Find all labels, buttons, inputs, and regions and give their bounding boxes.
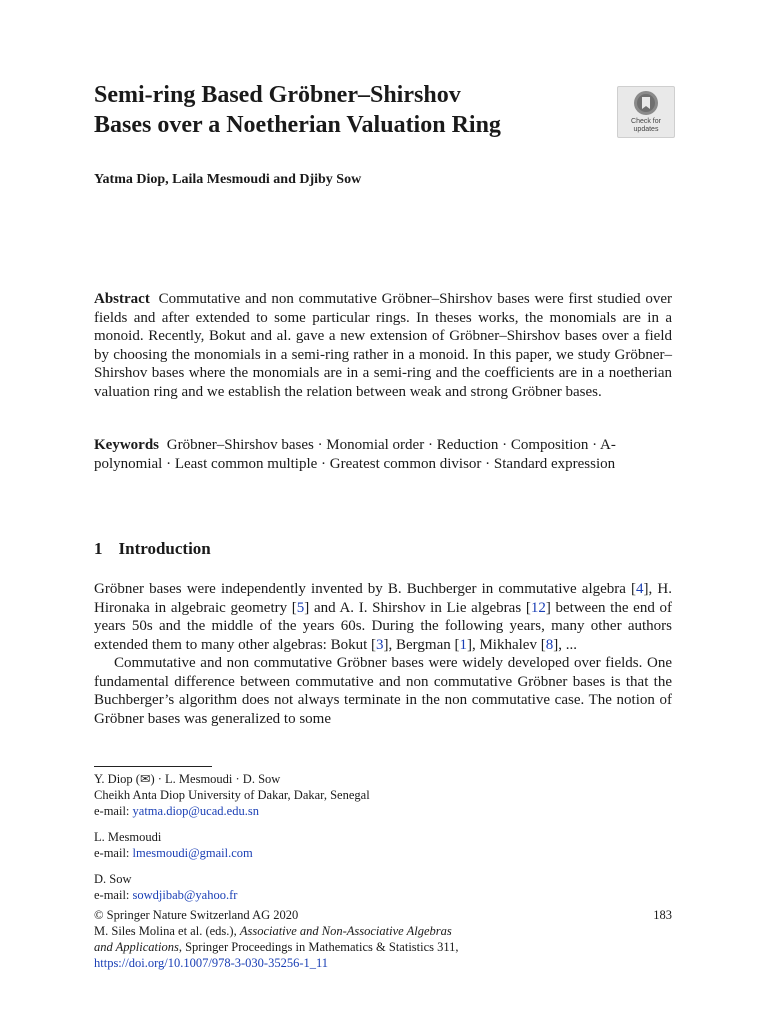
page-number: 183 [653, 908, 672, 922]
intro-text: ], Bergman [ [383, 636, 460, 653]
affiliation: Cheikh Anta Diop University of Dakar, Dakar, Senegal [94, 788, 370, 802]
bookmark-icon [633, 90, 659, 118]
check-for-updates-badge[interactable] [617, 86, 675, 138]
intro-text: ] and A. I. Shirshov in Lie algebras [ [304, 599, 531, 616]
intro-text: Gröbner bases were independently invented by B. Buchberger in commutative algebra [ [94, 581, 637, 597]
section-heading [94, 539, 211, 559]
email-label: e-mail: [94, 846, 133, 860]
intro-paragraph-2: Commutative and non commutative Gröbner bases were widely developed over fields. One fundamental difference between commutative and non commutative Gröbner bases is that the Buchberger’s algorithm does not always terminate in the non commutative case. The notion of Gröbner bases was generalized to some [94, 655, 672, 727]
doi-link[interactable]: https://doi.org/10.1007/978-3-030-35256-1_11 [94, 956, 329, 970]
footnote-author: D. Sow [94, 872, 132, 886]
book-title: Associative and Non-Associative Algebras [239, 924, 452, 938]
footnote-block-1 [94, 771, 672, 819]
email-label: e-mail: [94, 888, 133, 902]
citation-link[interactable]: 8 [545, 636, 554, 653]
citation-link[interactable]: 12 [530, 599, 546, 616]
copyright: © Springer Nature Switzerland AG 2020 [94, 908, 299, 922]
section-title: Introduction [118, 539, 211, 558]
intro-text: ], ... [553, 636, 577, 653]
footnote-divider [94, 766, 212, 767]
citation-link[interactable]: 3 [376, 636, 384, 653]
citation-link[interactable]: 1 [459, 636, 467, 653]
abstract-label: Abstract [94, 291, 150, 307]
keywords [94, 436, 624, 473]
section-number: 1 [94, 539, 103, 558]
badge-line-2: updates [633, 126, 659, 133]
badge-line-1: Check for [631, 118, 661, 125]
abstract-text: Commutative and non commutative Gröbner–Shirshov bases were first studied over fields and after extended to some particular rings. In theses works, the monomials are in a monoid. Recently, Bokut and al. gave a new extension of Gröbner–Shirshov bases over a field by choosing the monomials in a semi-ring rather in a monoid. In this paper, we study Gröbner–Shirshov bases where the monomials are in a semi-ring and the coefficients are in a noetherian valuation ring and we establish the relation between weak and strong Gröbner bases. [94, 291, 672, 400]
paper-title [94, 80, 594, 140]
author-list: Yatma Diop, Laila Mesmoudi and Djiby Sow [94, 172, 362, 187]
title-line-2: Bases over a Noetherian Valuation Ring [94, 112, 501, 138]
footnote-names: Y. Diop ( [94, 772, 140, 786]
citation-link[interactable]: 5 [296, 599, 305, 616]
keywords-label: Keywords [94, 437, 159, 453]
introduction-body [94, 580, 672, 728]
email-link[interactable]: yatma.diop@ucad.edu.sn [132, 804, 259, 818]
intro-text: ], H. Hironaka in algebraic geometry [ [94, 581, 672, 616]
footnote-names: ) · L. Mesmoudi · D. Sow [150, 772, 281, 786]
envelope-icon: ✉ [139, 772, 151, 786]
footnote-block-2 [94, 829, 672, 861]
book-title-cont: and Applications [94, 940, 179, 954]
citation-link[interactable]: 4 [636, 581, 644, 597]
intro-text: ] between the end of years 50s and the middle of the years 60s. During the following years, many other authors extended them to many other algebras: Bokut [ [94, 599, 672, 653]
footnote-author: L. Mesmoudi [94, 830, 162, 844]
author-footnotes [94, 771, 672, 913]
series: , Springer Proceedings in Mathematics & Statistics 311, [178, 940, 459, 954]
email-link[interactable]: sowdjibab@yahoo.fr [132, 888, 238, 902]
intro-text: ], Mikhalev [ [466, 636, 546, 653]
publication-info [94, 907, 672, 971]
email-link[interactable]: lmesmoudi@gmail.com [132, 846, 253, 860]
footnote-block-3 [94, 871, 672, 903]
email-label: e-mail: [94, 804, 133, 818]
intro-paragraph-1 [94, 580, 672, 654]
abstract [94, 290, 672, 401]
editors: M. Siles Molina et al. (eds.), [94, 924, 240, 938]
badge-label [618, 118, 674, 134]
keywords-text: Gröbner–Shirshov bases · Monomial order · Reduction · Composition · A-polynomial · Least common multiple · Greatest common divisor · Standard expression [94, 437, 616, 472]
title-line-1: Semi-ring Based Gröbner–Shirshov [94, 82, 461, 108]
